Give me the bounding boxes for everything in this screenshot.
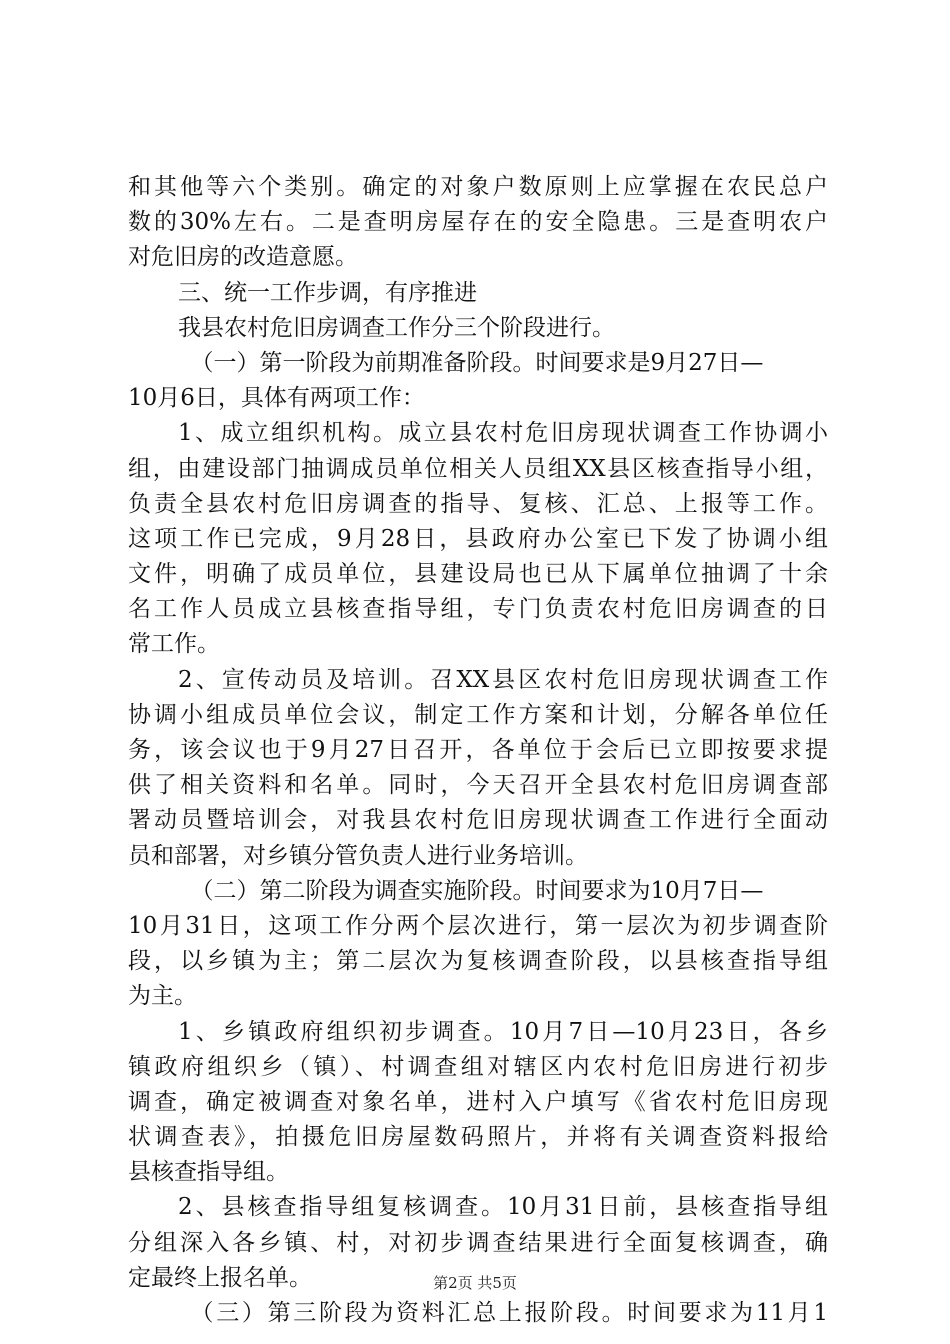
document-line: 常工作。 — [128, 631, 220, 658]
document-line: 10月6日，具体有两项工作： — [128, 385, 425, 412]
document-line: 负责全县农村危旧房调查的指导、复核、汇总、上报等工作。 — [128, 490, 828, 517]
document-line: 为主。 — [128, 983, 197, 1010]
document-line: （二）第二阶段为调查实施阶段。时间要求为10月7日— — [190, 877, 764, 904]
document-line: 对危旧房的改造意愿。 — [128, 244, 358, 271]
document-line: 文件，明确了成员单位，县建设局也已从下属单位抽调了十余 — [128, 561, 828, 588]
document-line: （一）第一阶段为前期准备阶段。时间要求是9月27日— — [190, 349, 764, 376]
document-line: 段，以乡镇为主；第二层次为复核调查阶段，以县核查指导组 — [128, 948, 828, 975]
document-line: 员和部署，对乡镇分管负责人进行业务培训。 — [128, 842, 588, 869]
document-line: 和其他等六个类别。确定的对象户数原则上应掌握在农民总户 — [128, 174, 828, 200]
document-line: 镇政府组织乡（镇）、村调查组对辖区内农村危旧房进行初步 — [128, 1053, 828, 1080]
document-line: 数的30%左右。二是查明房屋存在的安全隐患。三是查明农户 — [128, 209, 828, 236]
document-line: 这项工作已完成，9月28日，县政府办公室已下发了协调小组 — [128, 525, 828, 552]
document-line: 1、乡镇政府组织初步调查。10月7日—10月23日，各乡 — [178, 1018, 828, 1045]
document-line: 状调查表》，拍摄危旧房屋数码照片，并将有关调查资料报给 — [128, 1124, 828, 1151]
document-line: 组，由建设部门抽调成员单位相关人员组XX县区核查指导小组， — [128, 455, 828, 482]
document-line: 务，该会议也于9月27日召开，各单位于会后已立即按要求提 — [128, 737, 828, 763]
document-line: 协调小组成员单位会议，制定工作方案和计划，分解各单位任 — [128, 701, 828, 728]
document-line: 1、成立组织机构。成立县农村危旧房现状调查工作协调小 — [178, 420, 828, 447]
document-line: 署动员暨培训会，对我县农村危旧房现状调查工作进行全面动 — [128, 807, 828, 834]
document-line: 三、统一工作步调，有序推进 — [178, 279, 477, 306]
document-line: 分组深入各乡镇、村，对初步调查结果进行全面复核调查，确 — [128, 1229, 828, 1256]
document-line: 名工作人员成立县核查指导组，专门负责农村危旧房调查的日 — [128, 596, 828, 623]
document-line: 我县农村危旧房调查工作分三个阶段进行。 — [178, 314, 615, 341]
document-line: （三）第三阶段为资料汇总上报阶段。时间要求为11月1 — [190, 1300, 828, 1326]
document-body — [128, 170, 828, 1331]
document-line: 定最终上报名单。 — [128, 1264, 312, 1291]
document-line: 2、县核查指导组复核调查。10月31日前，县核查指导组 — [178, 1194, 828, 1221]
document-line: 2、宣传动员及培训。召XX县区农村危旧房现状调查工作 — [178, 666, 828, 693]
document-line: 县核查指导组。 — [128, 1159, 289, 1186]
document-line: 供了相关资料和名单。同时，今天召开全县农村危旧房调查部 — [128, 772, 828, 799]
page-number-footer: 第2页 共5页 — [433, 1274, 517, 1292]
document-line: 调查，确定被调查对象名单，进村入户填写《省农村危旧房现 — [128, 1088, 828, 1115]
document-line: 10月31日，这项工作分两个层次进行，第一层次为初步调查阶 — [128, 912, 828, 939]
